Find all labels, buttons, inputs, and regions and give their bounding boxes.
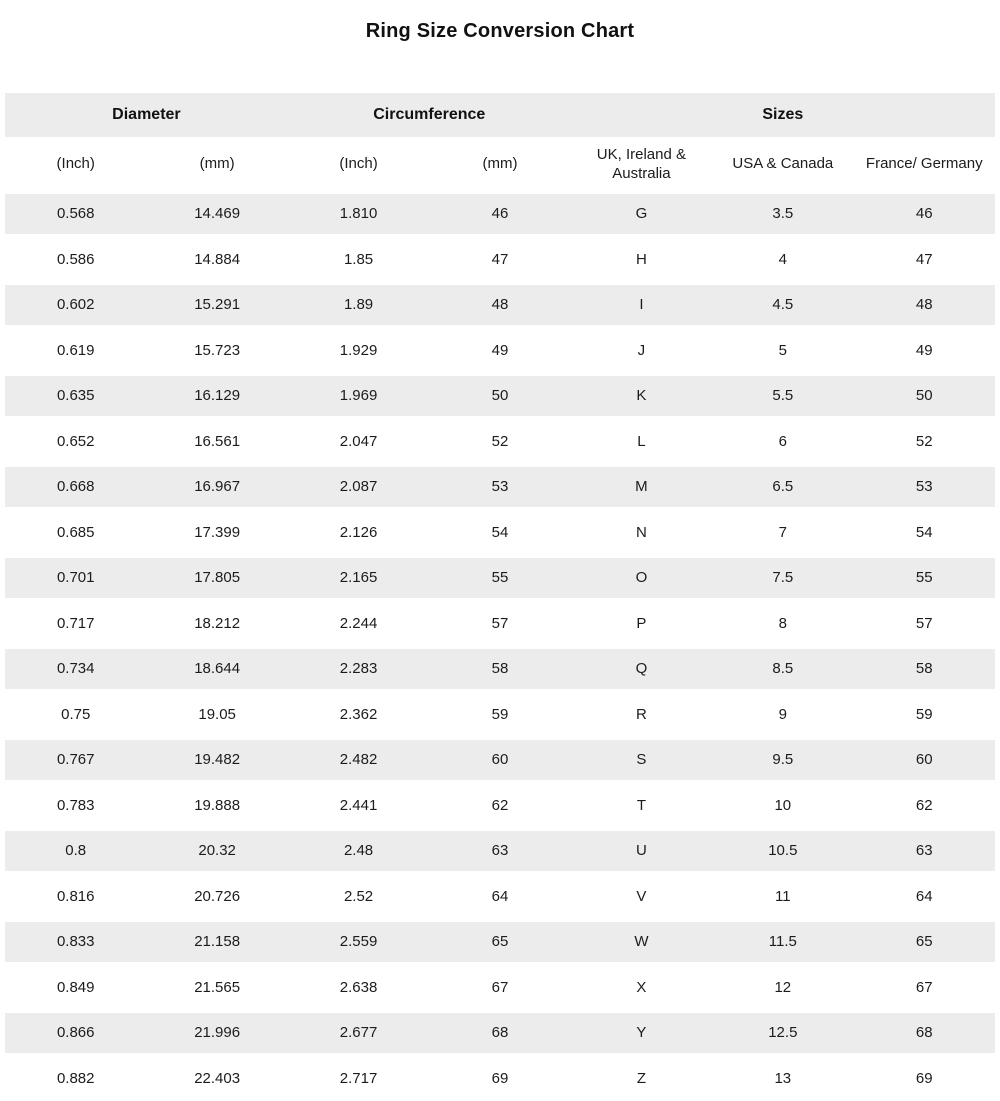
table-cell: 2.717 [288, 1056, 429, 1101]
table-cell: 2.283 [288, 646, 429, 692]
col-header-circumference-mm: (mm) [429, 137, 570, 191]
table-cell: 60 [429, 737, 570, 783]
table-cell: 58 [429, 646, 570, 692]
table-cell: 0.833 [5, 919, 146, 965]
table-row [5, 510, 995, 556]
table-cell: 15.291 [146, 282, 287, 328]
table-cell: 0.635 [5, 373, 146, 419]
table-row [5, 828, 995, 874]
table-cell: 0.734 [5, 646, 146, 692]
table-cell: 0.849 [5, 965, 146, 1011]
table-cell: 21.996 [146, 1010, 287, 1056]
table-cell: 19.05 [146, 692, 287, 738]
table-cell: 0.783 [5, 783, 146, 829]
table-cell: 21.158 [146, 919, 287, 965]
page-title: Ring Size Conversion Chart [0, 19, 1000, 44]
table-cell: N [571, 510, 712, 556]
table-cell: 48 [854, 282, 995, 328]
table-cell: 64 [854, 874, 995, 920]
table-cell: 0.8 [5, 828, 146, 874]
table-cell: 0.668 [5, 464, 146, 510]
table-cell: 1.810 [288, 191, 429, 237]
table-row [5, 783, 995, 829]
table-cell: 16.129 [146, 373, 287, 419]
table-cell: 22.403 [146, 1056, 287, 1101]
table-cell: 49 [854, 328, 995, 374]
table-cell: 0.882 [5, 1056, 146, 1101]
table-cell: 0.866 [5, 1010, 146, 1056]
table-cell: 2.087 [288, 464, 429, 510]
table-cell: 1.85 [288, 237, 429, 283]
table-cell: 2.482 [288, 737, 429, 783]
table-cell: 2.126 [288, 510, 429, 556]
table-cell: 0.75 [5, 692, 146, 738]
table-cell: 9 [712, 692, 853, 738]
table-cell: 10 [712, 783, 853, 829]
table-cell: 2.441 [288, 783, 429, 829]
table-row [5, 1056, 995, 1101]
table-cell: G [571, 191, 712, 237]
table-row [5, 919, 995, 965]
table-cell: 53 [854, 464, 995, 510]
col-header-circumference-inch: (Inch) [288, 137, 429, 191]
table-cell: 17.399 [146, 510, 287, 556]
table-row [5, 737, 995, 783]
table-cell: V [571, 874, 712, 920]
col-header-diameter-mm: (mm) [146, 137, 287, 191]
table-row [5, 601, 995, 647]
table-cell: 62 [429, 783, 570, 829]
table-cell: 69 [429, 1056, 570, 1101]
table-row [5, 692, 995, 738]
col-header-usa-canada: USA & Canada [712, 137, 853, 191]
table-cell: 2.244 [288, 601, 429, 647]
table-cell: 6 [712, 419, 853, 465]
table-cell: 49 [429, 328, 570, 374]
table-cell: 0.816 [5, 874, 146, 920]
table-row [5, 646, 995, 692]
table-cell: H [571, 237, 712, 283]
table-cell: 55 [854, 555, 995, 601]
table-cell: 1.89 [288, 282, 429, 328]
table-cell: S [571, 737, 712, 783]
table-cell: 18.212 [146, 601, 287, 647]
table-cell: 50 [854, 373, 995, 419]
table-cell: Y [571, 1010, 712, 1056]
table-cell: 5 [712, 328, 853, 374]
table-row [5, 328, 995, 374]
table-cell: 52 [429, 419, 570, 465]
table-cell: 7.5 [712, 555, 853, 601]
table-cell: 19.482 [146, 737, 287, 783]
table-cell: 0.685 [5, 510, 146, 556]
table-cell: 48 [429, 282, 570, 328]
table-cell: 13 [712, 1056, 853, 1101]
table-row [5, 1010, 995, 1056]
table-header [5, 93, 995, 191]
table-cell: 47 [854, 237, 995, 283]
table-cell: 1.929 [288, 328, 429, 374]
table-cell: 2.165 [288, 555, 429, 601]
table-cell: 4 [712, 237, 853, 283]
table-cell: 59 [429, 692, 570, 738]
col-header-diameter-inch: (Inch) [5, 137, 146, 191]
table-cell: 55 [429, 555, 570, 601]
table-cell: 65 [429, 919, 570, 965]
table-cell: 2.677 [288, 1010, 429, 1056]
table-cell: Z [571, 1056, 712, 1101]
table-cell: 63 [854, 828, 995, 874]
table-cell: 1.969 [288, 373, 429, 419]
table-cell: 69 [854, 1056, 995, 1101]
table-cell: 14.469 [146, 191, 287, 237]
table-cell: P [571, 601, 712, 647]
table-cell: 2.48 [288, 828, 429, 874]
group-header-sizes: Sizes [571, 93, 995, 137]
table-row [5, 191, 995, 237]
table-cell: 7 [712, 510, 853, 556]
table-cell: 0.586 [5, 237, 146, 283]
table-cell: 0.717 [5, 601, 146, 647]
table-cell: 53 [429, 464, 570, 510]
table-cell: 4.5 [712, 282, 853, 328]
table-row [5, 965, 995, 1011]
table-cell: 16.967 [146, 464, 287, 510]
table-cell: 47 [429, 237, 570, 283]
table-cell: 14.884 [146, 237, 287, 283]
table-cell: O [571, 555, 712, 601]
table-cell: 54 [854, 510, 995, 556]
table-cell: 11 [712, 874, 853, 920]
table-cell: 2.362 [288, 692, 429, 738]
table-cell: 57 [429, 601, 570, 647]
table-cell: 60 [854, 737, 995, 783]
table-cell: 57 [854, 601, 995, 647]
table-row [5, 419, 995, 465]
table-cell: L [571, 419, 712, 465]
table-cell: U [571, 828, 712, 874]
table-cell: 15.723 [146, 328, 287, 374]
table-cell: 20.726 [146, 874, 287, 920]
table-cell: 12.5 [712, 1010, 853, 1056]
table-cell: 64 [429, 874, 570, 920]
table-cell: Q [571, 646, 712, 692]
table-cell: 2.638 [288, 965, 429, 1011]
table-cell: R [571, 692, 712, 738]
table-cell: K [571, 373, 712, 419]
table-cell: 67 [854, 965, 995, 1011]
table-cell: 68 [854, 1010, 995, 1056]
table-cell: J [571, 328, 712, 374]
table-cell: 6.5 [712, 464, 853, 510]
table-body [5, 191, 995, 1101]
table-cell: 0.619 [5, 328, 146, 374]
table-cell: 20.32 [146, 828, 287, 874]
table-cell: 46 [854, 191, 995, 237]
table-cell: 16.561 [146, 419, 287, 465]
table-row [5, 373, 995, 419]
col-header-france-germany: France/ Germany [854, 137, 995, 191]
table-cell: 50 [429, 373, 570, 419]
table-cell: 2.52 [288, 874, 429, 920]
table-cell: M [571, 464, 712, 510]
table-cell: 54 [429, 510, 570, 556]
table-cell: 58 [854, 646, 995, 692]
table-row [5, 237, 995, 283]
table-row [5, 555, 995, 601]
table-cell: I [571, 282, 712, 328]
table-cell: W [571, 919, 712, 965]
group-header-row [5, 93, 995, 137]
group-header-diameter: Diameter [5, 93, 288, 137]
table-cell: 2.559 [288, 919, 429, 965]
table-cell: T [571, 783, 712, 829]
table-cell: 19.888 [146, 783, 287, 829]
table-cell: 8.5 [712, 646, 853, 692]
table-cell: 9.5 [712, 737, 853, 783]
table-cell: 62 [854, 783, 995, 829]
table-cell: 59 [854, 692, 995, 738]
group-header-circumference: Circumference [288, 93, 571, 137]
table-cell: 8 [712, 601, 853, 647]
table-cell: 65 [854, 919, 995, 965]
table-cell: 2.047 [288, 419, 429, 465]
table-cell: 10.5 [712, 828, 853, 874]
table-cell: 18.644 [146, 646, 287, 692]
column-header-row [5, 137, 995, 191]
table-cell: 0.602 [5, 282, 146, 328]
table-cell: 11.5 [712, 919, 853, 965]
table-cell: 67 [429, 965, 570, 1011]
table-cell: 0.652 [5, 419, 146, 465]
table-row [5, 282, 995, 328]
table-cell: 17.805 [146, 555, 287, 601]
table-cell: 5.5 [712, 373, 853, 419]
table-cell: 0.568 [5, 191, 146, 237]
table-cell: 68 [429, 1010, 570, 1056]
table-cell: 52 [854, 419, 995, 465]
table-cell: 46 [429, 191, 570, 237]
table-row [5, 464, 995, 510]
table-cell: 0.767 [5, 737, 146, 783]
table-cell: 21.565 [146, 965, 287, 1011]
col-header-uk-ireland-australia: UK, Ireland & Australia [571, 137, 712, 191]
table-cell: 3.5 [712, 191, 853, 237]
table-cell: 63 [429, 828, 570, 874]
table-cell: 0.701 [5, 555, 146, 601]
table-cell: 12 [712, 965, 853, 1011]
table-cell: X [571, 965, 712, 1011]
table-row [5, 874, 995, 920]
ring-size-conversion-table [5, 93, 995, 1101]
